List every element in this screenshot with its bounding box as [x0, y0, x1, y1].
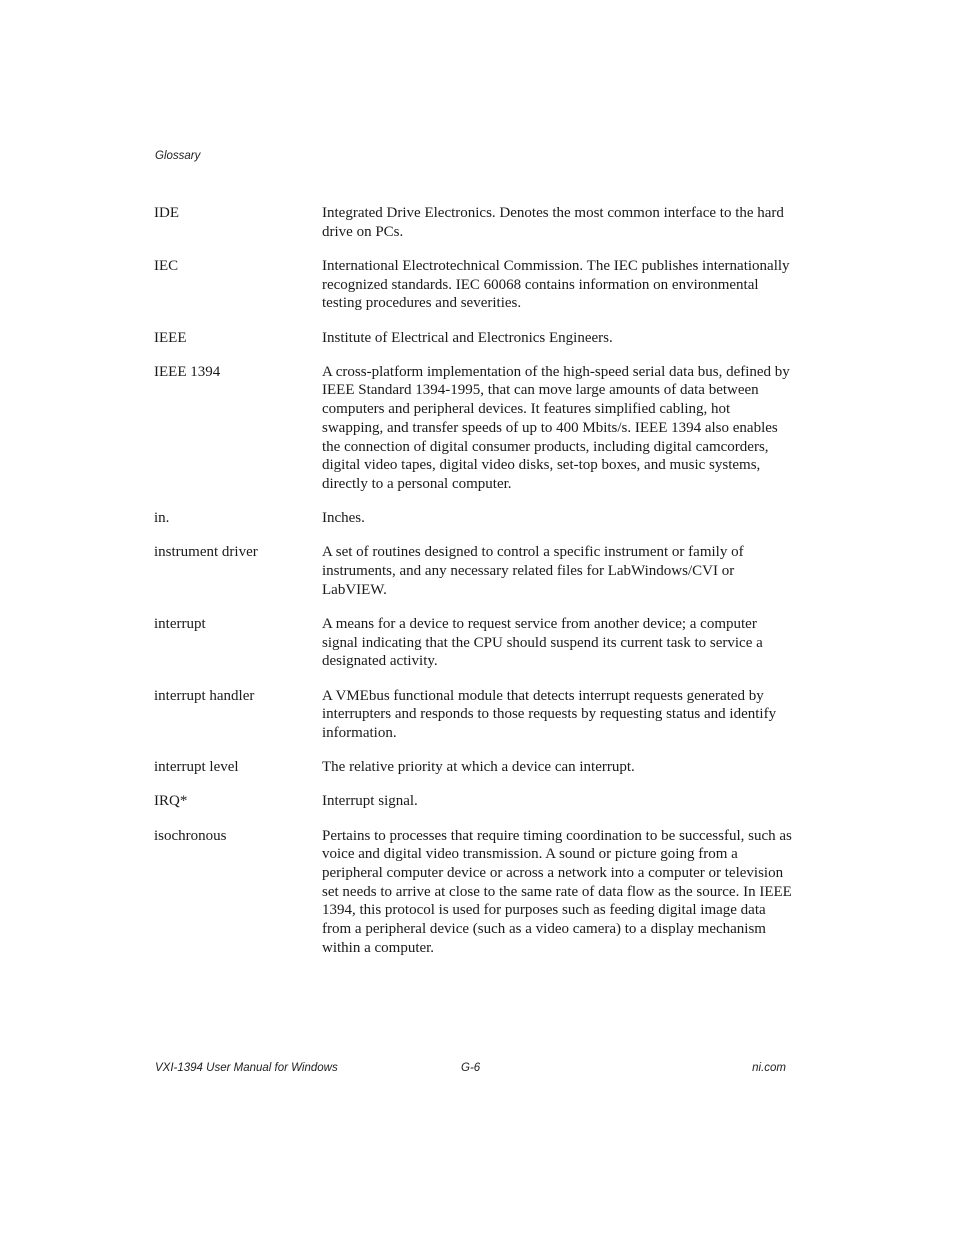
glossary-list [154, 204, 794, 973]
glossary-entry [154, 827, 794, 958]
glossary-term: interrupt handler [154, 687, 255, 704]
glossary-entry [154, 543, 794, 599]
glossary-term: isochronous [154, 827, 227, 844]
glossary-term: instrument driver [154, 544, 258, 561]
footer-manual-title: VXI-1394 User Manual for Windows [155, 1062, 338, 1074]
glossary-definition: The relative priority at which a device can interrupt. [322, 759, 635, 776]
glossary-term: IDE [154, 205, 179, 221]
glossary-definition: Interrupt signal. [322, 793, 418, 810]
glossary-entry [154, 615, 794, 671]
glossary-term: interrupt [154, 615, 206, 632]
glossary-entry [154, 509, 794, 528]
glossary-entry [154, 204, 794, 241]
glossary-definition: Institute of Electrical and Electronics Engineers. [322, 329, 613, 346]
glossary-term: IEEE 1394 [154, 363, 221, 380]
glossary-definition: A set of routines designed to control a specific instrument or family of instruments, and any necessary related files for LabWindows/CVI or LabVIEW. [322, 544, 744, 598]
glossary-term: IEC [154, 257, 179, 274]
running-header: Glossary [155, 150, 201, 162]
footer-website: ni.com [752, 1062, 786, 1074]
glossary-definition: International Electrotechnical Commission. The IEC publishes internationally recognized standards. IEC 60068 contains information on environmental testing procedures and severities. [322, 257, 790, 312]
footer-page-number: G-6 [461, 1062, 481, 1074]
glossary-entry [154, 687, 794, 743]
glossary-term: in. [154, 510, 170, 527]
glossary-definition: A VMEbus functional module that detects interrupt requests generated by interrupters and responds to those requests by requesting status and identify information. [322, 687, 777, 741]
glossary-definition: A means for a device to request service from another device; a computer signal indicating that the CPU should suspend its current task to service a designated activity. [322, 615, 763, 670]
glossary-term: IRQ* [154, 793, 188, 810]
glossary-entry [154, 257, 794, 313]
glossary-definition: Inches. [322, 510, 365, 527]
glossary-term: IEEE [154, 329, 187, 346]
glossary-term: interrupt level [154, 759, 239, 776]
glossary-definition: Integrated Drive Electronics. Denotes the most common interface to the hard drive on PCs. [322, 205, 784, 240]
glossary-entry [154, 329, 794, 348]
glossary-definition: Pertains to processes that require timing coordination to be successful, such as voice and digital video transmission. A sound or picture going from a peripheral computer device or across a network into a computer or television set needs to arrive at close to the same rate of data flow as the source. In IEEE 1394, this protocol is used for purposes such as feeding digital image data from a peripheral device (such as a video camera) to a display mechanism within a computer. [322, 827, 792, 956]
glossary-entry [154, 792, 794, 811]
glossary-entry [154, 758, 794, 777]
glossary-definition: A cross-platform implementation of the high-speed serial data bus, defined by IEEE Standard 1394-1995, that can move large amounts of data between computers and peripheral devices. It features simplified cabling, hot swapping, and transfer speeds of up to 400 Mbits/s. IEEE 1394 also enables the connection of digital consumer products, including digital camcorders, digital video tapes, digital video disks, set-top boxes, and music systems, directly to a personal computer. [322, 363, 790, 492]
glossary-entry [154, 363, 794, 494]
